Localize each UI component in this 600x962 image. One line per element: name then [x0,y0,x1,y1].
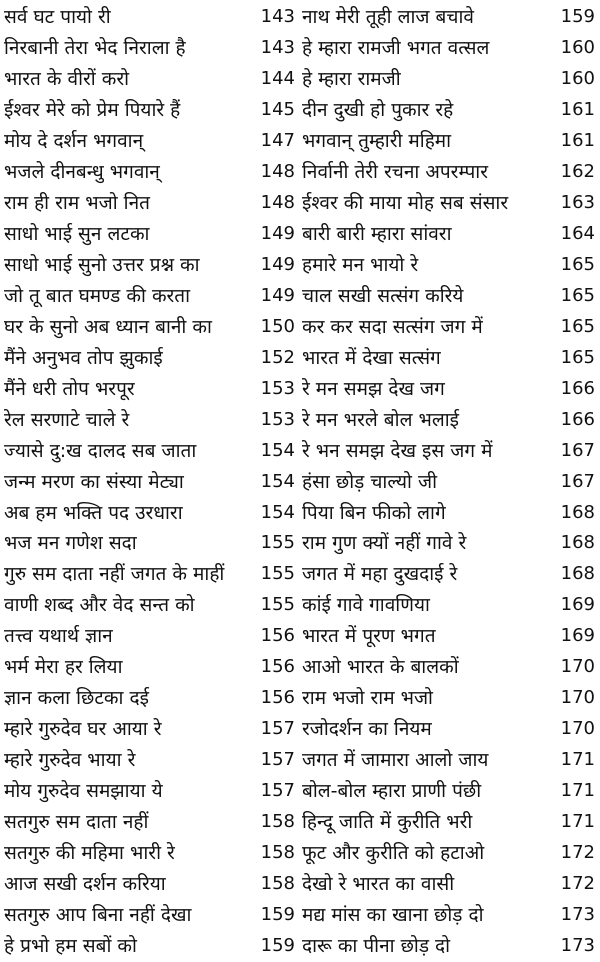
right-entry-page-number: 171 [560,811,595,833]
toc-row [0,95,600,126]
toc-row [0,838,600,869]
right-entry-title: जगत में महा दुखदाई रे [302,563,458,586]
toc-row [0,714,600,745]
right-entry-title: कर कर सदा सत्संग जग में [302,315,483,338]
right-entry-title: भारत में पूरण भगत [302,625,436,648]
right-entry-page-number: 160 [560,36,595,58]
toc-row [0,467,600,498]
left-entry-page-number: 153 [260,408,295,430]
right-entry-page-number: 161 [560,98,595,120]
right-entry-title: रे मन समझ देख जग [302,377,445,400]
left-entry-title: सतगुरु आप बिना नहीं देखा [4,904,192,927]
left-entry-title: साधो भाई सुनो उत्तर प्रश्न का [4,253,200,276]
left-entry-title: भज मन गणेश सदा [4,532,137,555]
left-entry-page-number: 156 [260,656,295,678]
left-entry-title: ज्ञान कला छिटका दई [4,687,149,710]
right-entry-page-number: 166 [560,408,595,430]
right-entry-title: दारू का पीना छोड़ दो [302,935,451,958]
right-entry-title: कांई गावे गावणिया [302,594,430,617]
left-entry-title: आज सखी दर्शन करिया [4,873,166,896]
left-entry-page-number: 157 [260,780,295,802]
toc-row [0,33,600,64]
left-entry-page-number: 150 [260,315,295,337]
left-entry-page-number: 154 [260,439,295,461]
right-entry-title: पिया बिन फीको लागे [302,501,446,524]
toc-row [0,405,600,436]
toc-row [0,188,600,219]
right-entry-page-number: 170 [560,656,595,678]
table-of-contents [0,2,600,962]
left-entry-page-number: 159 [260,904,295,926]
left-entry-title: तत्त्व यथार्थ ज्ञान [4,625,113,648]
left-entry-title: भर्म मेरा हर लिया [4,656,123,679]
right-entry-page-number: 167 [560,470,595,492]
toc-row [0,2,600,33]
right-entry-title: राम गुण क्यों नहीं गावे रे [302,532,467,555]
left-entry-title: अब हम भक्ति पद उरधारा [4,501,183,524]
right-entry-page-number: 165 [560,346,595,368]
right-entry-title: बारी बारी म्हारा सांवरा [302,222,452,245]
right-entry-title: रजोदर्शन का नियम [302,718,432,741]
right-entry-title: हिन्दू जाति में कुरीति भरी [302,811,473,834]
left-entry-title: मैंने धरी तोप भरपूर [4,377,135,400]
right-entry-page-number: 172 [560,873,595,895]
right-entry-title: मद्य मांस का खाना छोड़ दो [302,904,484,927]
toc-row [0,807,600,838]
left-entry-title: वाणी शब्द और वेद सन्त को [4,594,195,617]
left-entry-page-number: 143 [260,6,295,27]
left-entry-title: घर के सुनो अब ध्यान बानी का [4,315,212,338]
right-entry-title: रे मन भरले बोल भलाई [302,408,459,431]
right-entry-page-number: 163 [560,191,595,213]
right-entry-title: हे म्हारा रामजी भगत वत्सल [302,36,490,59]
toc-row [0,776,600,807]
toc-row [0,900,600,931]
right-entry-title: निर्वानी तेरी रचना अपरम्पार [302,160,488,183]
right-entry-title: फूट और कुरीति को हटाओ [302,842,485,865]
toc-row [0,436,600,467]
right-entry-title: जगत में जामारा आलो जाय [302,749,489,772]
right-entry-page-number: 168 [560,532,595,554]
right-entry-page-number: 165 [560,315,595,337]
left-entry-title: मोय गुरुदेव समझाया ये [4,780,163,803]
left-entry-page-number: 155 [260,563,295,585]
right-entry-page-number: 173 [560,935,595,957]
left-entry-title: ज्यासे दु:ख दालद सब जाता [4,439,197,462]
toc-row [0,931,600,962]
left-entry-page-number: 145 [260,98,295,120]
left-entry-page-number: 158 [260,842,295,864]
right-entry-page-number: 166 [560,377,595,399]
right-entry-title: राम भजो राम भजो [302,687,433,710]
right-entry-page-number: 172 [560,842,595,864]
right-entry-title: देखो रे भारत का वासी [302,873,455,896]
left-entry-page-number: 158 [260,811,295,833]
toc-row [0,869,600,900]
left-entry-page-number: 148 [260,160,295,182]
left-entry-page-number: 149 [260,284,295,306]
toc-row [0,64,600,95]
left-entry-page-number: 149 [260,222,295,244]
left-entry-title: साधो भाई सुन लटका [4,222,150,245]
toc-row [0,312,600,343]
right-entry-title: ईश्वर की माया मोह सब संसार [302,191,509,214]
left-entry-title: रेल सरणाटे चाले रे [4,408,130,431]
toc-row [0,157,600,188]
toc-row [0,652,600,683]
right-entry-page-number: 165 [560,253,595,275]
toc-row [0,374,600,405]
left-entry-page-number: 157 [260,749,295,771]
left-entry-title: जो तू बात घमण्ड की करता [4,284,191,307]
right-entry-page-number: 167 [560,439,595,461]
left-entry-title: म्हारे गुरुदेव भाया रे [4,749,136,772]
left-entry-title: गुरु सम दाता नहीं जगत के माहीं [4,563,225,586]
toc-row [0,250,600,281]
toc-row [0,745,600,776]
left-entry-title: म्हारे गुरुदेव घर आया रे [4,718,162,741]
toc-row [0,126,600,157]
toc-row [0,621,600,652]
right-entry-page-number: 171 [560,780,595,802]
left-entry-page-number: 153 [260,377,295,399]
toc-row [0,281,600,312]
right-entry-page-number: 169 [560,594,595,616]
left-entry-page-number: 148 [260,191,295,213]
left-entry-title: सर्व घट पायो री [4,6,111,28]
left-entry-title: भारत के वीरों करो [4,67,130,90]
left-entry-page-number: 159 [260,935,295,957]
left-entry-page-number: 147 [260,129,295,151]
left-entry-page-number: 156 [260,687,295,709]
right-entry-page-number: 170 [560,718,595,740]
toc-row [0,559,600,590]
right-entry-title: हमारे मन भायो रे [302,253,419,276]
left-entry-title: मैंने अनुभव तोप झुकाई [4,346,163,369]
right-entry-page-number: 171 [560,749,595,771]
right-entry-page-number: 169 [560,625,595,647]
right-entry-page-number: 173 [560,904,595,926]
toc-row [0,528,600,559]
left-entry-page-number: 143 [260,36,295,58]
left-entry-page-number: 155 [260,594,295,616]
left-entry-title: राम ही राम भजो नित [4,191,150,214]
left-entry-title: भजले दीनबन्धु भगवान् [4,160,160,183]
right-entry-page-number: 160 [560,67,595,89]
right-entry-title: बोल-बोल म्हारा प्राणी पंछी [302,780,482,803]
left-entry-title: हे प्रभो हम सबों को [4,935,137,958]
right-entry-page-number: 168 [560,563,595,585]
left-entry-title: निरबानी तेरा भेद निराला है [4,36,186,59]
left-entry-title: ईश्वर मेरे को प्रेम पियारे हैं [4,98,181,121]
left-entry-page-number: 149 [260,253,295,275]
right-entry-title: दीन दुखी हो पुकार रहे [302,98,454,121]
right-entry-title: चाल सखी सत्संग करिये [302,284,464,307]
right-entry-title: आओ भारत के बालकों [302,656,459,679]
left-entry-title: सतगुरु सम दाता नहीं [4,811,149,834]
left-entry-page-number: 155 [260,532,295,554]
toc-row [0,590,600,621]
left-entry-title: जन्म मरण का संस्या मेट्या [4,470,184,493]
right-entry-page-number: 162 [560,160,595,182]
right-entry-title: भगवान् तुम्हारी महिमा [302,129,452,152]
right-entry-title: हे म्हारा रामजी [302,67,401,90]
left-entry-page-number: 152 [260,346,295,368]
toc-row [0,683,600,714]
left-entry-title: सतगुरु की महिमा भारी रे [4,842,175,865]
left-entry-page-number: 158 [260,873,295,895]
left-entry-page-number: 144 [260,67,295,89]
right-entry-page-number: 161 [560,129,595,151]
toc-row [0,498,600,529]
right-entry-page-number: 168 [560,501,595,523]
left-entry-page-number: 154 [260,501,295,523]
right-entry-page-number: 164 [560,222,595,244]
left-entry-page-number: 157 [260,718,295,740]
right-entry-page-number: 170 [560,687,595,709]
left-entry-title: मोय दे दर्शन भगवान् [4,129,144,152]
toc-row [0,343,600,374]
right-entry-page-number: 159 [560,6,595,27]
right-entry-title: नाथ मेरी तूही लाज बचावे [302,6,474,28]
right-entry-title: रे भन समझ देख इस जग में [302,439,493,462]
toc-row [0,219,600,250]
right-entry-page-number: 165 [560,284,595,306]
left-entry-page-number: 156 [260,625,295,647]
left-entry-page-number: 154 [260,470,295,492]
right-entry-title: हंसा छोड़ चाल्यो जी [302,470,438,493]
right-entry-title: भारत में देखा सत्संग [302,346,441,369]
